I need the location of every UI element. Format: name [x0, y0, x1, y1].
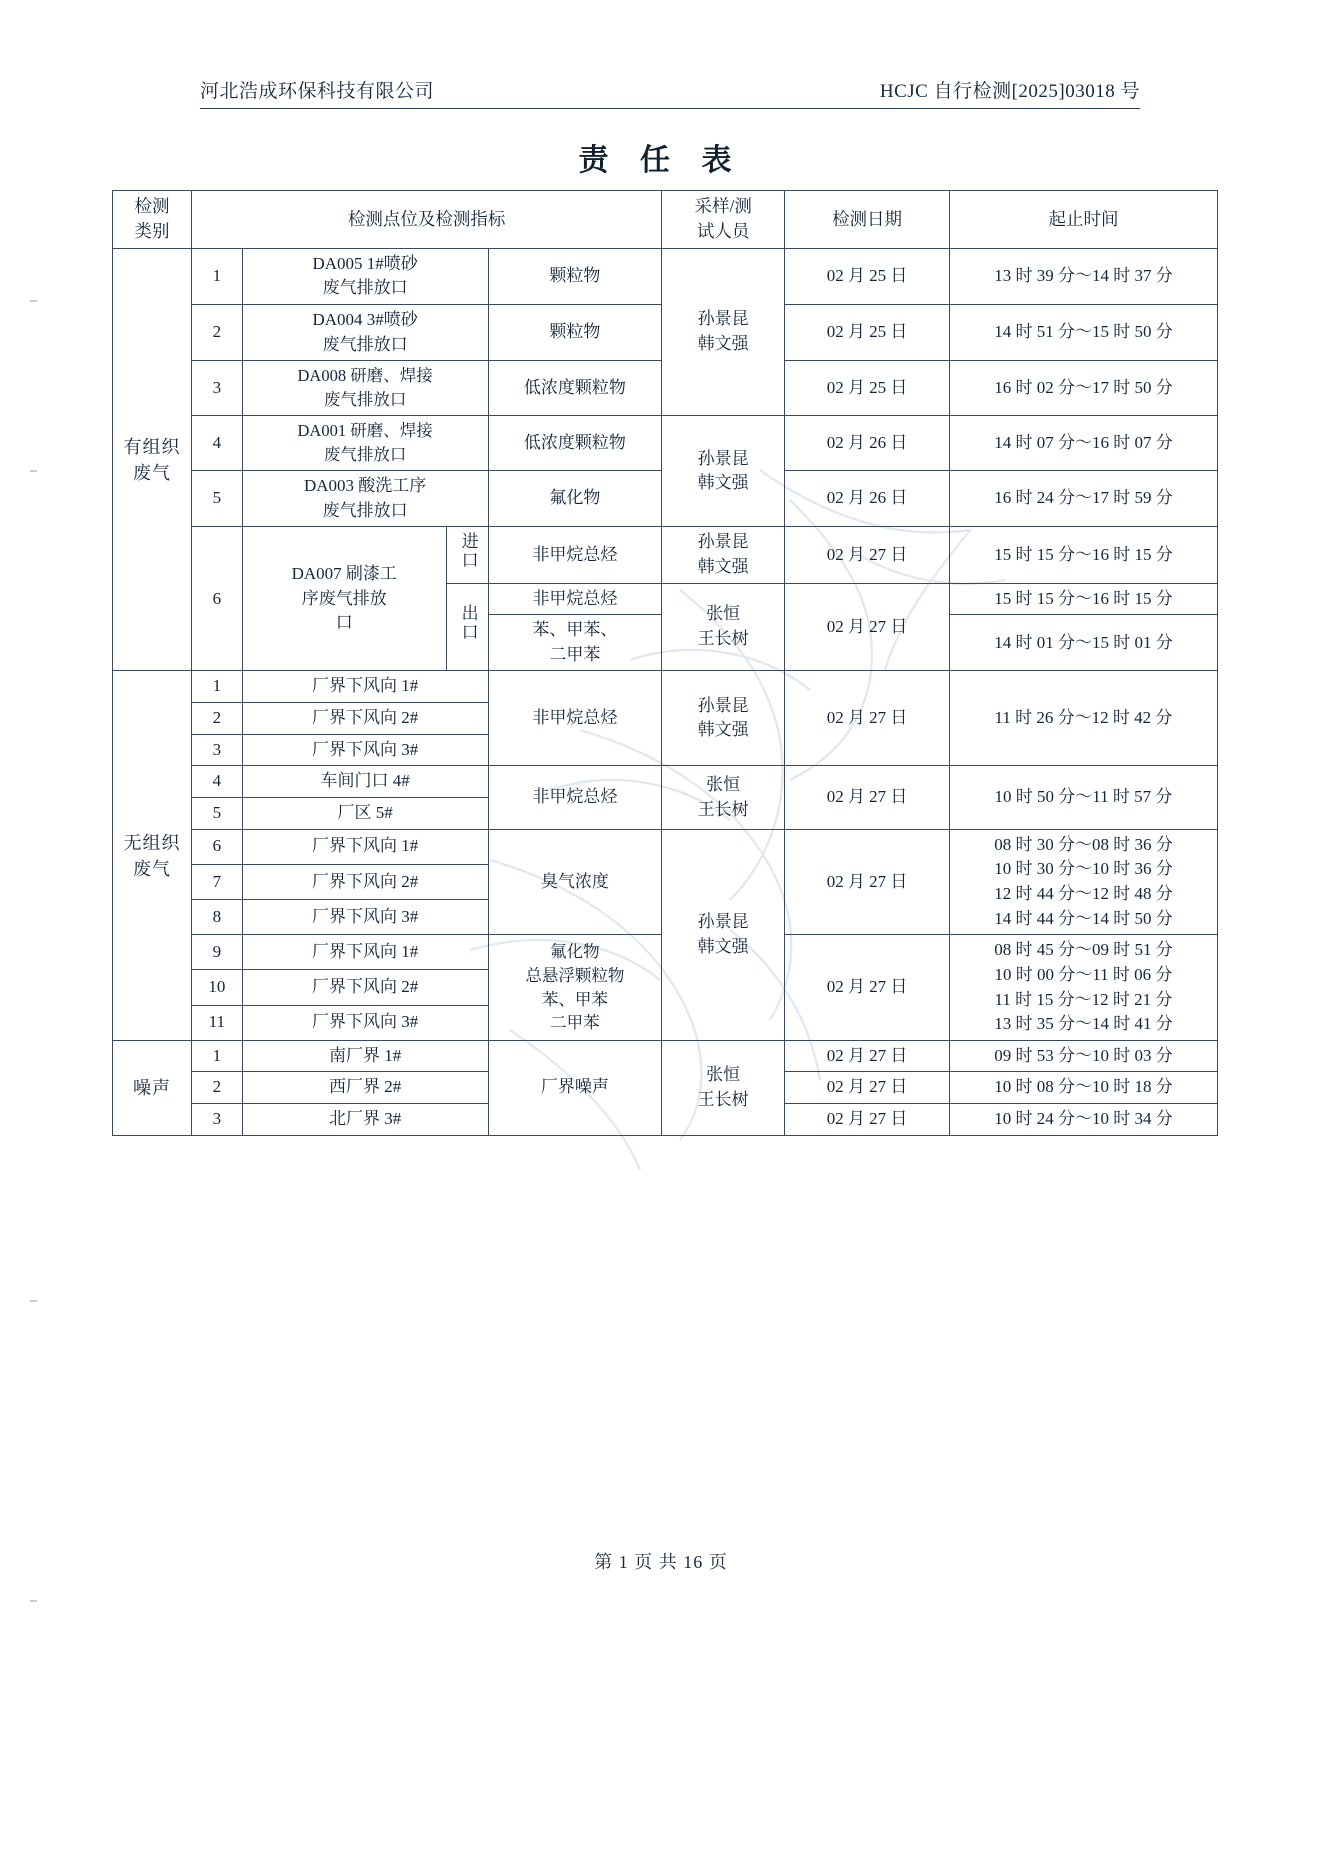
staff-line1: 孙景昆	[697, 532, 749, 552]
date-cell: 02 月 27 日	[785, 1040, 950, 1072]
staff-line2: 韩文强	[697, 333, 749, 353]
index-cell: 非甲烷总烃	[488, 671, 662, 766]
point-cell: 厂界下风向 3#	[242, 734, 488, 766]
staff-line1: 孙景昆	[697, 912, 749, 932]
index-cell: 非甲烷总烃	[488, 583, 662, 615]
row-no: 3	[192, 1104, 243, 1136]
point-cell: 厂界下风向 1#	[242, 671, 488, 703]
time-cell: 11 时 26 分～12 时 42 分	[949, 671, 1217, 766]
point-cell: 厂区 5#	[242, 798, 488, 830]
scan-edge-mark	[30, 470, 37, 472]
staff-line2: 韩文强	[697, 556, 749, 576]
table-row	[113, 766, 1218, 798]
index-line1: 苯、甲苯、	[532, 620, 618, 640]
scan-edge-mark	[30, 300, 37, 302]
date-cell: 02 月 25 日	[785, 305, 950, 361]
row-no: 10	[192, 970, 243, 1005]
index-cell: 氟化物	[488, 471, 662, 527]
io-cell-inlet	[446, 527, 488, 583]
date-cell: 02 月 27 日	[785, 829, 950, 935]
time-cell: 10 时 24 分～10 时 34 分	[949, 1104, 1217, 1136]
point-cell	[242, 248, 488, 304]
point-line1: DA007 刷漆工	[291, 563, 397, 583]
staff-line1: 孙景昆	[697, 309, 749, 329]
table-row	[113, 829, 1218, 864]
time-cell	[949, 935, 1217, 1041]
time-cell: 09 时 53 分～10 时 03 分	[949, 1040, 1217, 1072]
index-line3: 苯、甲苯	[541, 989, 608, 1009]
time-cell: 14 时 01 分～15 时 01 分	[949, 615, 1217, 671]
category-line2: 废气	[133, 858, 172, 879]
date-cell: 02 月 27 日	[785, 1104, 950, 1136]
staff-line2: 韩文强	[697, 473, 749, 493]
index-cell: 臭气浓度	[488, 829, 662, 935]
time-line3: 12 时 44 分～12 时 48 分	[994, 883, 1173, 903]
row-no: 2	[192, 1072, 243, 1104]
index-line1: 氟化物	[550, 941, 600, 961]
index-line2: 总悬浮颗粒物	[525, 965, 625, 985]
page-footer: 第 1 页 共 16 页	[594, 1552, 728, 1572]
col-staff	[662, 191, 785, 249]
point-cell: 南厂界 1#	[242, 1040, 488, 1072]
row-no: 7	[192, 864, 243, 899]
index-cell	[488, 615, 662, 671]
point-cell	[242, 361, 488, 416]
index-line2: 二甲苯	[549, 644, 601, 664]
staff-line2: 韩文强	[697, 720, 749, 740]
row-no: 9	[192, 935, 243, 970]
staff-line2: 王长树	[697, 629, 749, 649]
io-cell-outlet	[446, 583, 488, 671]
index-cell: 厂界噪声	[488, 1040, 662, 1135]
index-line4: 二甲苯	[550, 1013, 600, 1033]
date-cell: 02 月 27 日	[785, 527, 950, 583]
scan-edge-mark	[30, 1600, 37, 1602]
staff-cell	[662, 829, 785, 1040]
table-row	[113, 248, 1218, 304]
point-cell	[242, 305, 488, 361]
row-no: 5	[192, 471, 243, 527]
time-line1: 08 时 45 分～09 时 51 分	[994, 940, 1173, 960]
date-cell: 02 月 27 日	[785, 583, 950, 671]
date-cell: 02 月 27 日	[785, 1072, 950, 1104]
date-cell: 02 月 26 日	[785, 471, 950, 527]
row-no: 3	[192, 361, 243, 416]
point-cell: 厂界下风向 2#	[242, 703, 488, 735]
col-category-line2: 类别	[134, 221, 170, 242]
category-line1: 无组织	[123, 832, 181, 853]
point-cell: 厂界下风向 2#	[242, 864, 488, 899]
col-staff-line2: 试人员	[696, 221, 750, 242]
date-cell: 02 月 27 日	[785, 671, 950, 766]
point-cell	[242, 416, 488, 471]
point-line2: 废气排放口	[322, 500, 408, 520]
io-label: 出口	[458, 604, 478, 643]
company-name: 河北浩成环保科技有限公司	[200, 81, 435, 102]
index-cell: 低浓度颗粒物	[488, 361, 662, 416]
staff-cell	[662, 671, 785, 766]
inspection-table	[112, 190, 1218, 1136]
point-line2: 废气排放口	[322, 278, 408, 298]
time-cell: 14 时 07 分～16 时 07 分	[949, 416, 1217, 471]
time-cell: 16 时 24 分～17 时 59 分	[949, 471, 1217, 527]
date-cell: 02 月 26 日	[785, 416, 950, 471]
point-line1: DA008 研磨、焊接	[297, 366, 433, 386]
category-cell-unorganized	[113, 671, 192, 1040]
col-date: 检测日期	[785, 191, 950, 249]
table-row	[113, 527, 1218, 583]
date-cell: 02 月 27 日	[785, 766, 950, 829]
row-no: 2	[192, 305, 243, 361]
staff-line1: 孙景昆	[697, 448, 749, 468]
staff-cell	[662, 248, 785, 415]
page-header	[200, 76, 1140, 103]
time-cell: 10 时 08 分～10 时 18 分	[949, 1072, 1217, 1104]
point-line2: 序废气排放	[301, 588, 387, 608]
date-cell: 02 月 25 日	[785, 248, 950, 304]
date-cell: 02 月 27 日	[785, 935, 950, 1041]
point-line3: 口	[335, 613, 353, 633]
row-no: 5	[192, 798, 243, 830]
point-cell: 厂界下风向 3#	[242, 1005, 488, 1040]
index-cell: 低浓度颗粒物	[488, 416, 662, 471]
staff-line1: 张恒	[706, 604, 741, 624]
point-cell: 车间门口 4#	[242, 766, 488, 798]
time-cell	[949, 829, 1217, 935]
inspection-table-wrap	[112, 190, 1218, 1136]
point-cell: 厂界下风向 2#	[242, 970, 488, 1005]
category-cell-organized	[113, 248, 192, 671]
row-no: 3	[192, 734, 243, 766]
time-cell: 13 时 39 分～14 时 37 分	[949, 248, 1217, 304]
point-cell	[242, 471, 488, 527]
scan-edge-mark	[30, 1300, 37, 1302]
col-category-line1: 检测	[134, 196, 170, 216]
row-no: 2	[192, 703, 243, 735]
time-cell: 15 时 15 分～16 时 15 分	[949, 583, 1217, 615]
staff-cell	[662, 1040, 785, 1135]
staff-line2: 王长树	[697, 1089, 749, 1109]
staff-line1: 张恒	[706, 774, 741, 794]
point-line2: 废气排放口	[323, 445, 407, 465]
point-line1: DA005 1#喷砂	[312, 253, 418, 273]
staff-cell	[662, 416, 785, 527]
col-point-index: 检测点位及检测指标	[192, 191, 662, 249]
staff-line1: 孙景昆	[697, 695, 749, 715]
staff-line2: 王长树	[697, 799, 749, 819]
row-no: 1	[192, 671, 243, 703]
time-cell: 15 时 15 分～16 时 15 分	[949, 527, 1217, 583]
row-no: 4	[192, 766, 243, 798]
staff-cell	[662, 766, 785, 829]
staff-cell	[662, 527, 785, 583]
table-row	[113, 416, 1218, 471]
time-line4: 13 时 35 分～14 时 41 分	[994, 1014, 1173, 1034]
index-cell: 颗粒物	[488, 305, 662, 361]
point-cell: 厂界下风向 1#	[242, 935, 488, 970]
time-line1: 08 时 30 分～08 时 36 分	[994, 834, 1173, 854]
page-title: 责 任 表	[578, 144, 744, 177]
time-line4: 14 时 44 分～14 时 50 分	[994, 908, 1173, 928]
row-no: 8	[192, 900, 243, 935]
report-number: HCJC 自行检测[2025]03018 号	[879, 81, 1140, 102]
index-cell	[488, 935, 662, 1041]
col-category	[113, 191, 192, 249]
staff-line1: 张恒	[706, 1065, 741, 1085]
index-cell: 非甲烷总烃	[488, 766, 662, 829]
row-no: 6	[192, 527, 243, 671]
row-no: 1	[192, 248, 243, 304]
index-cell: 颗粒物	[488, 248, 662, 304]
row-no: 4	[192, 416, 243, 471]
category-line1: 有组织	[123, 436, 181, 457]
point-cell: 北厂界 3#	[242, 1104, 488, 1136]
point-line2: 废气排放口	[322, 334, 408, 354]
time-cell: 14 时 51 分～15 时 50 分	[949, 305, 1217, 361]
time-line2: 10 时 30 分～10 时 36 分	[994, 859, 1173, 879]
point-line1: DA001 研磨、焊接	[297, 421, 433, 441]
point-line2: 废气排放口	[323, 390, 407, 410]
header-divider	[200, 108, 1140, 109]
table-row	[113, 1040, 1218, 1072]
point-cell: 厂界下风向 3#	[242, 900, 488, 935]
time-cell: 16 时 02 分～17 时 50 分	[949, 361, 1217, 416]
point-cell: 厂界下风向 1#	[242, 829, 488, 864]
staff-cell	[662, 583, 785, 671]
date-cell: 02 月 25 日	[785, 361, 950, 416]
category-cell-noise: 噪声	[113, 1040, 192, 1135]
point-line1: DA003 酸洗工序	[303, 476, 427, 495]
table-header-row	[113, 191, 1218, 249]
col-time: 起止时间	[949, 191, 1217, 249]
point-cell	[242, 527, 446, 671]
row-no: 1	[192, 1040, 243, 1072]
point-line1: DA004 3#喷砂	[312, 310, 418, 330]
time-line3: 11 时 15 分～12 时 21 分	[994, 989, 1173, 1009]
row-no: 11	[192, 1005, 243, 1040]
row-no: 6	[192, 829, 243, 864]
category-line2: 废气	[133, 462, 172, 483]
col-staff-line1: 采样/测	[694, 196, 752, 216]
time-cell: 10 时 50 分～11 时 57 分	[949, 766, 1217, 829]
io-label: 进口	[458, 532, 478, 571]
time-line2: 10 时 00 分～11 时 06 分	[994, 964, 1173, 984]
point-cell: 西厂界 2#	[242, 1072, 488, 1104]
staff-line2: 韩文强	[697, 936, 749, 956]
index-cell: 非甲烷总烃	[488, 527, 662, 583]
table-row	[113, 671, 1218, 703]
